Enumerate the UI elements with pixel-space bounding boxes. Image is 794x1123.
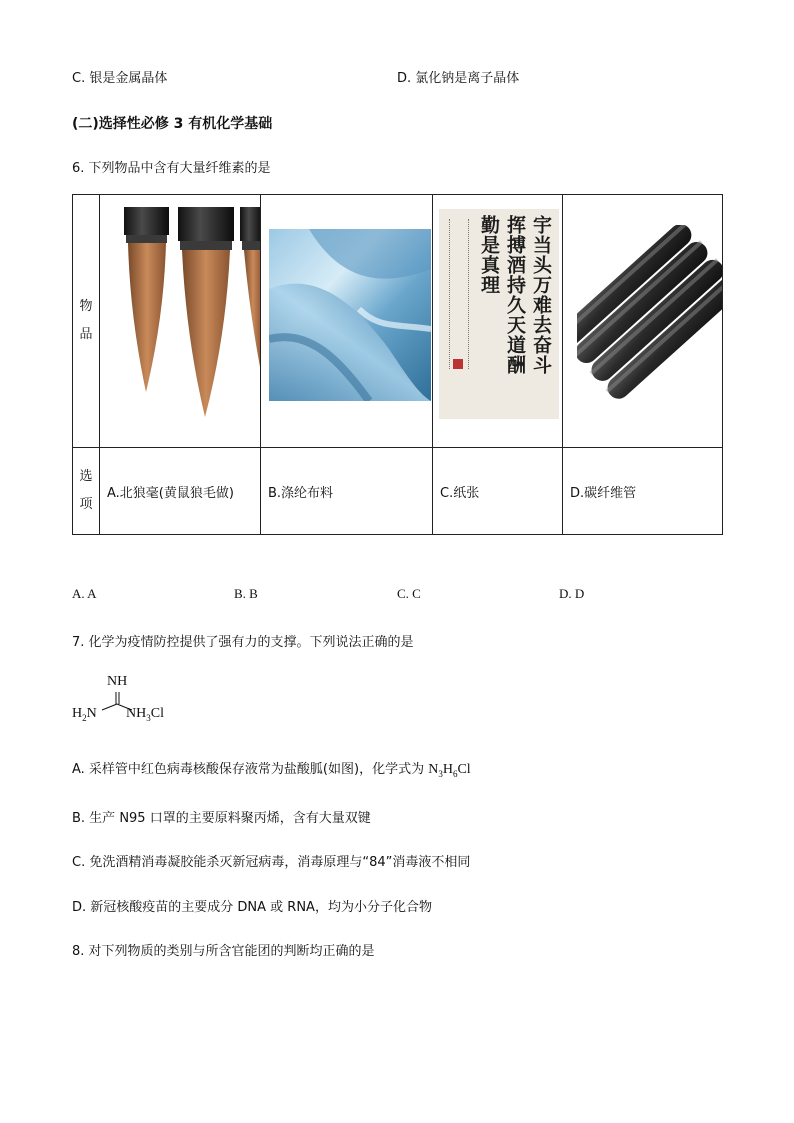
q6-answer-c: C. C bbox=[397, 586, 421, 601]
q5-option-d: D. 氯化钠是离子晶体 bbox=[397, 71, 520, 86]
image-cell-brushes bbox=[100, 195, 261, 448]
table-option-a: A.北狼毫(黄鼠狼毛做) bbox=[100, 448, 261, 535]
table-option-c: C.纸张 bbox=[433, 448, 563, 535]
section-title: (二)选择性必修 3 有机化学基础 bbox=[72, 116, 273, 132]
table-option-d: D.碳纤维管 bbox=[563, 448, 723, 535]
q6-answer-d: D. D bbox=[559, 586, 585, 601]
guanidine-structure: NH $H_2N$ $NH_3Cl$ bbox=[70, 672, 180, 726]
q7-option-c: C. 免洗酒精消毒凝胶能杀灭新冠病毒，消毒原理与“84”消毒液不相同 bbox=[72, 855, 471, 870]
image-cell-calligraphy bbox=[433, 195, 563, 448]
image-cell-fabric bbox=[261, 195, 433, 448]
calligraphy-icon: 宇当头万难去奋斗 挥搏酒持久天道酬 勤是真理 bbox=[439, 209, 559, 419]
carbon-tube-icon bbox=[577, 225, 723, 405]
q6-items-table bbox=[72, 194, 723, 535]
q6-stem: 6. 下列物品中含有大量纤维素的是 bbox=[72, 161, 271, 176]
q6-answer-a: A. A bbox=[72, 586, 97, 601]
fabric-icon bbox=[269, 229, 431, 401]
q7-option-a: A. 采样管中红色病毒核酸保存液常为盐酸胍(如图)，化学式为 $N_3H_6Cl$ bbox=[72, 762, 471, 779]
q7-option-d: D. 新冠核酸疫苗的主要成分 DNA 或 RNA，均为小分子化合物 bbox=[72, 900, 432, 915]
q7-stem: 7. 化学为疫情防控提供了强有力的支撑。下列说法正确的是 bbox=[72, 635, 414, 650]
q7-option-b: B. 生产 N95 口罩的主要原料聚丙烯，含有大量双键 bbox=[72, 811, 371, 826]
table-option-b: B.涤纶布料 bbox=[261, 448, 433, 535]
row-header-items: 物 品 bbox=[73, 195, 100, 448]
q5-option-c: C. 银是金属晶体 bbox=[72, 71, 168, 86]
brush-icon bbox=[112, 207, 261, 422]
q6-answer-b: B. B bbox=[234, 586, 258, 601]
q8-stem: 8. 对下列物质的类别与所含官能团的判断均正确的是 bbox=[72, 944, 375, 959]
image-cell-carbon-tubes bbox=[563, 195, 723, 448]
formula: $N_3H_6Cl$ bbox=[428, 762, 471, 779]
row-header-options: 选 项 bbox=[73, 448, 100, 535]
